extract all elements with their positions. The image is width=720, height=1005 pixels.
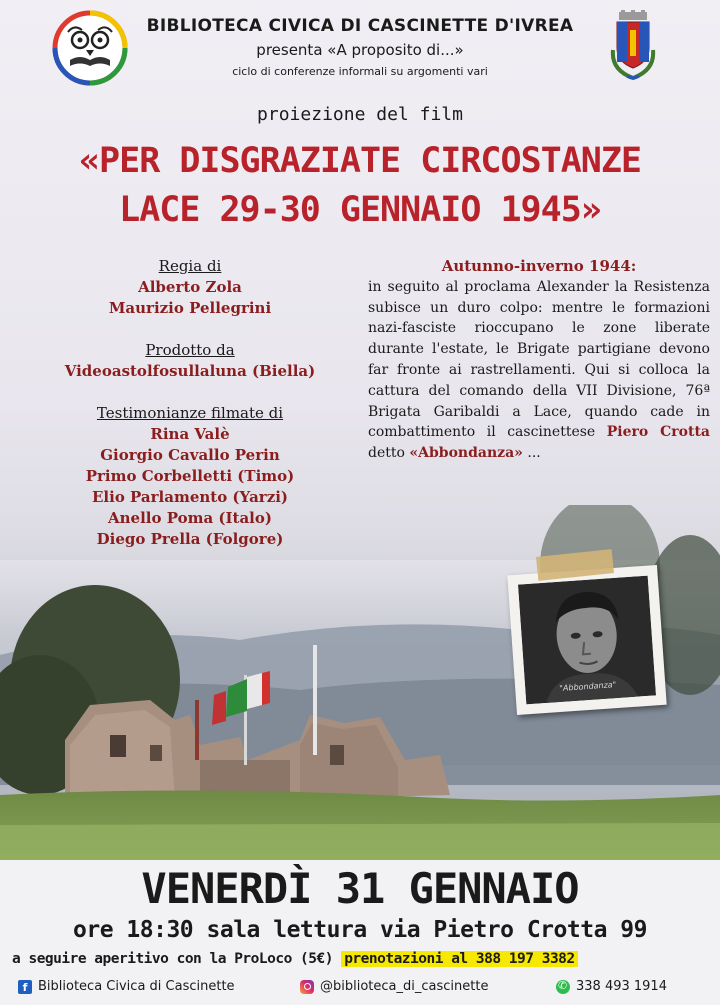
series-title: presenta «A proposito di...»	[256, 41, 464, 59]
testimony-name: Primo Corbelletti (Timo)	[85, 467, 295, 485]
story-column	[368, 256, 710, 464]
testimony-name: Anello Poma (Italo)	[108, 509, 272, 527]
testimony-name: Diego Prella (Folgore)	[96, 530, 284, 548]
partisan-name: Piero Crotta	[606, 424, 711, 441]
facebook-label: Biblioteca Civica di Cascinette	[38, 979, 235, 994]
testimony-name: Elio Parlamento (Yarzi)	[91, 488, 289, 506]
story-ellipsis: ...	[527, 445, 541, 462]
booking-phone: prenotazioni al 388 197 3382	[341, 951, 577, 967]
director-name: Alberto Zola	[138, 278, 242, 296]
partisan-nickname: «Abbondanza»	[409, 445, 523, 462]
event-time-place: ore 18:30 sala lettura via Pietro Crotta 99	[73, 917, 647, 943]
film-title-line1: «PER DISGRAZIATE CIRCOSTANZE	[78, 141, 641, 181]
testimony-name: Giorgio Cavallo Perin	[100, 446, 280, 464]
whatsapp-icon	[556, 980, 570, 994]
projection-label: proiezione del film	[257, 104, 463, 125]
portrait-photo	[507, 565, 666, 715]
event-date: VENERDÌ 31 GENNAIO	[141, 864, 579, 913]
municipal-crest-icon	[607, 10, 659, 82]
instagram-link[interactable]	[300, 979, 488, 994]
whatsapp-link[interactable]	[556, 979, 667, 994]
whatsapp-label: 338 493 1914	[576, 979, 667, 994]
facebook-icon: f	[18, 980, 32, 994]
aperitivo-text: a seguire aperitivo con la ProLoco (5€)	[12, 951, 333, 967]
instagram-icon	[300, 980, 314, 994]
story-detto: detto	[368, 445, 405, 462]
story-text: in seguito al proclama Alexander la Resistenza subisce un duro colpo: mentre le formazioni nazi-fasciste rioccupano le zone liberate durante l'estate, le Brigate partigiane devono far fronte ai rastrellamenti. Qui si colloca la cattura del comando della VII Divisione, 76ª Brigata Garibaldi a Lace, quando cade in combattimento il cascinettese	[368, 278, 710, 441]
story-body	[368, 277, 710, 464]
story-heading: Autunno-inverno 1944:	[441, 257, 637, 275]
event-aperitivo	[12, 951, 712, 967]
credits-column	[40, 256, 340, 550]
contacts-bar	[0, 978, 720, 1000]
producer-label: Prodotto da	[145, 341, 235, 359]
testimony-name: Rina Valè	[150, 425, 230, 443]
film-title-line2: LACE 29-30 GENNAIO 1945»	[119, 190, 601, 230]
series-subtitle: ciclo di conferenze informali su argomenti vari	[232, 65, 488, 78]
instagram-label: @biblioteca_di_cascinette	[320, 979, 489, 994]
library-logo-icon	[52, 10, 128, 86]
portrait-caption: "Abbondanza"	[559, 680, 617, 694]
testimonies-label: Testimonianze filmate di	[96, 404, 284, 422]
director-name: Maurizio Pellegrini	[108, 299, 272, 317]
library-name: BIBLIOTECA CIVICA DI CASCINETTE D'IVREA	[146, 16, 574, 36]
producer-name: Videoastolfosullaluna (Biella)	[64, 362, 316, 380]
direction-label: Regia di	[158, 257, 222, 275]
facebook-link[interactable]	[18, 979, 235, 994]
